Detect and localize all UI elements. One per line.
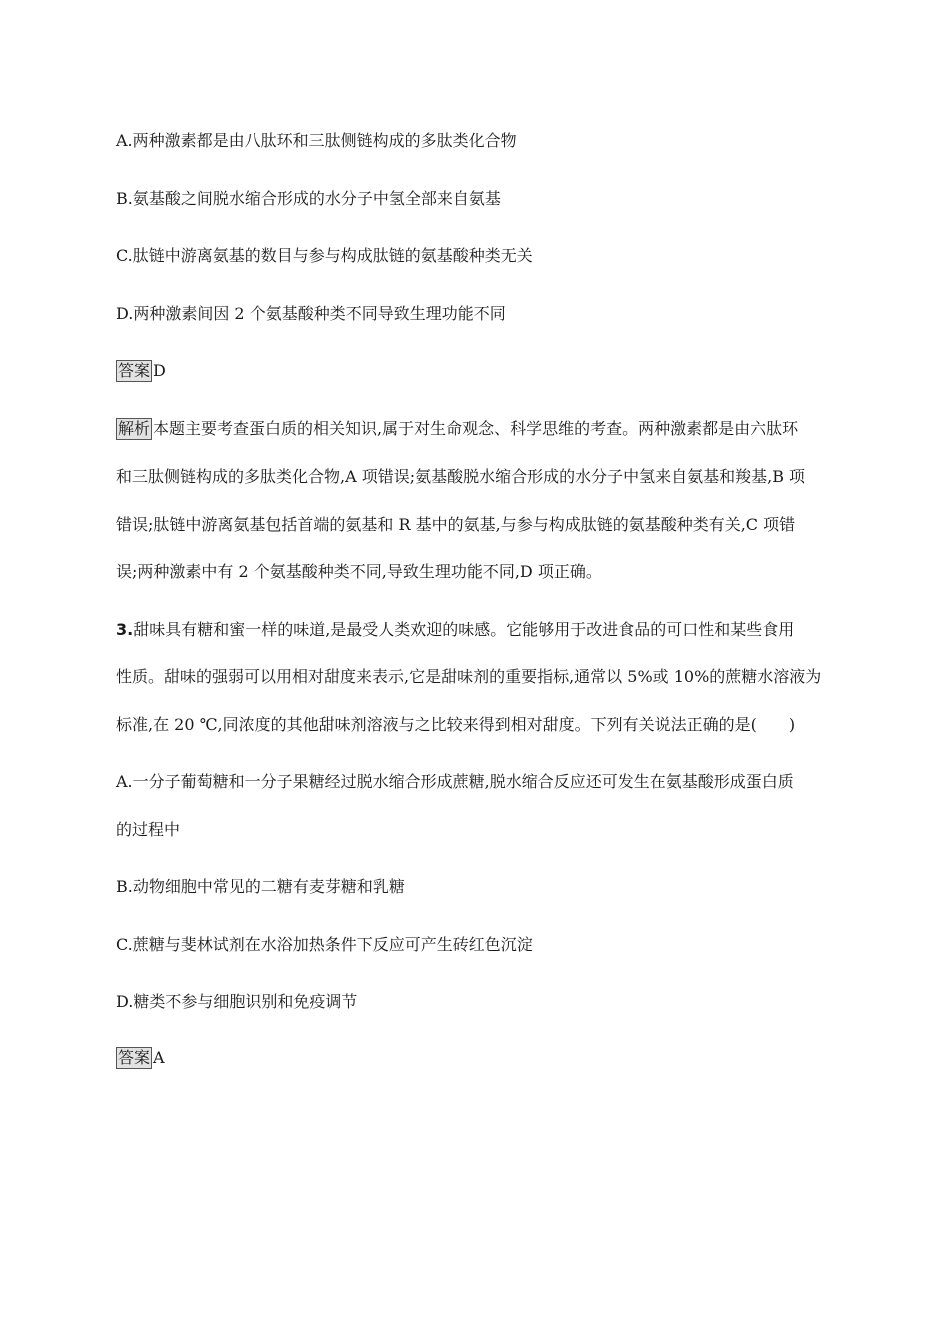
- option-a: A.一分子葡萄糖和一分子果糖经过脱水缩合形成蔗糖,脱水缩合反应还可发生在氨基酸形成蛋白质: [116, 772, 794, 791]
- option-c: C.蔗糖与斐林试剂在水浴加热条件下反应可产生砖红色沉淀: [116, 935, 533, 954]
- analysis-text: 本题主要考查蛋白质的相关知识,属于对生命观念、科学思维的考查。两种激素都是由六肽环: [153, 419, 799, 438]
- analysis-line: 和三肽侧链构成的多肽类化合物,A 项错误;氨基酸脱水缩合形成的水分子中氢来自氨基和羧基,B 项: [116, 467, 806, 486]
- option-b: B.氨基酸之间脱水缩合形成的水分子中氢全部来自氨基: [116, 189, 501, 208]
- analysis-tag: 解析: [118, 419, 151, 438]
- question-stem-line: 标准,在 20 ℃,同浓度的其他甜味剂溶液与之比较来得到相对甜度。下列有关说法正确的是( ): [116, 715, 796, 734]
- answer-tag: 答案: [118, 1048, 151, 1067]
- question-stem-text: 甜味具有糖和蜜一样的味道,是最受人类欢迎的味感。它能够用于改进食品的可口性和某些食用: [133, 620, 795, 639]
- analysis-line: 错误;肽链中游离氨基包括首端的氨基和 R 基中的氨基,与参与构成肽链的氨基酸种类有关,C 项错: [116, 515, 796, 534]
- answer-tag: 答案: [118, 361, 151, 380]
- option-d: D.糖类不参与细胞识别和免疫调节: [116, 992, 358, 1011]
- analysis-line: [116, 418, 798, 440]
- option-d: D.两种激素间因 2 个氨基酸种类不同导致生理功能不同: [116, 304, 506, 323]
- answer-row: [116, 1047, 165, 1069]
- option-a: A.两种激素都是由八肽环和三肽侧链构成的多肽类化合物: [116, 131, 517, 150]
- answer-row: [116, 360, 166, 382]
- option-a-continued: 的过程中: [116, 820, 181, 839]
- answer-value: A: [153, 1048, 165, 1067]
- question-stem-line: [116, 619, 794, 641]
- answer-value: D: [153, 361, 166, 380]
- option-c: C.肽链中游离氨基的数目与参与构成肽链的氨基酸种类无关: [116, 246, 533, 265]
- question-stem-line: 性质。甜味的强弱可以用相对甜度来表示,它是甜味剂的重要指标,通常以 5%或 10%的蔗糖水溶液为: [116, 667, 822, 686]
- analysis-line: 误;两种激素中有 2 个氨基酸种类不同,导致生理功能不同,D 项正确。: [116, 562, 602, 581]
- option-b: B.动物细胞中常见的二糖有麦芽糖和乳糖: [116, 877, 405, 896]
- question-number: 3.: [116, 620, 134, 639]
